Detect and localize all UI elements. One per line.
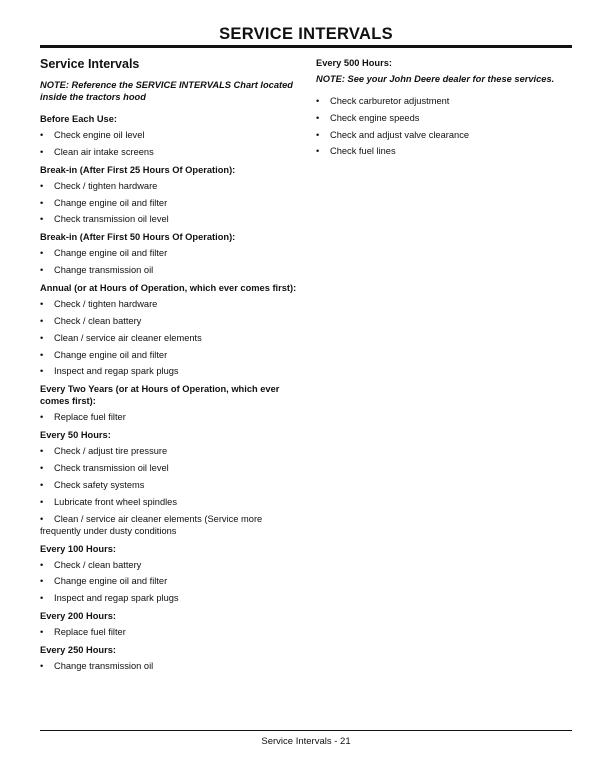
bullet-icon: • (40, 146, 44, 157)
right-column (316, 54, 576, 163)
list-item (40, 315, 298, 327)
bullet-icon: • (40, 559, 44, 570)
bullet-icon: • (40, 513, 44, 524)
bullet-icon: • (40, 463, 44, 474)
group-heading: Annual (or at Hours of Operation, which ever comes first): (40, 283, 297, 294)
list-item (40, 411, 298, 423)
list-item (40, 445, 298, 457)
item-list (40, 129, 298, 158)
dealer-note: NOTE: See your John Deere dealer for these services. (316, 74, 555, 84)
list-item (40, 559, 298, 571)
group-heading: Every 100 Hours: (40, 543, 116, 554)
list-item-text: Check transmission oil level (54, 463, 169, 474)
list-item-text: Check carburetor adjustment (330, 96, 450, 106)
bullet-icon: • (40, 627, 44, 638)
list-item-text: Change engine oil and filter (54, 576, 168, 587)
page-footer: Service Intervals - 21 (261, 736, 351, 747)
item-list (40, 445, 298, 536)
list-item (40, 332, 298, 344)
footer-rule (40, 730, 572, 731)
list-item (40, 592, 298, 604)
list-item (40, 626, 298, 638)
list-item-text: Inspect and regap spark plugs (54, 593, 179, 604)
group-heading: Before Each Use: (40, 114, 117, 124)
bullet-icon: • (40, 299, 44, 310)
bullet-icon: • (40, 248, 44, 259)
list-item (40, 264, 298, 276)
item-list (40, 559, 298, 605)
list-item (316, 145, 576, 157)
list-item (40, 197, 298, 209)
item-list-500-hours (316, 95, 576, 157)
list-item (40, 462, 298, 474)
list-item (40, 513, 298, 537)
chart-note: NOTE: Reference the SERVICE INTERVALS Chart located inside the tractors hood (40, 80, 293, 102)
list-item (316, 95, 576, 107)
list-item-text: Check / tighten hardware (54, 299, 158, 310)
list-item-text: Change transmission oil (54, 661, 154, 672)
item-list (40, 247, 298, 276)
list-item-text: Change engine oil and filter (54, 197, 168, 208)
bullet-icon: • (40, 130, 44, 140)
item-list (40, 660, 298, 672)
list-item-text: Change engine oil and filter (54, 349, 168, 360)
list-item-text: Check transmission oil level (54, 214, 169, 225)
interval-groups (40, 113, 298, 672)
list-item (40, 349, 298, 361)
item-list (40, 298, 298, 377)
bullet-icon: • (40, 479, 44, 490)
bullet-icon: • (316, 112, 320, 123)
list-item (40, 298, 298, 310)
page-title: SERVICE INTERVALS (219, 25, 393, 43)
list-item (40, 496, 298, 508)
list-item-text: Clean / service air cleaner elements (54, 332, 202, 343)
bullet-icon: • (40, 576, 44, 587)
list-item-text: Inspect and regap spark plugs (54, 366, 179, 377)
list-item-text: Check and adjust valve clearance (330, 129, 470, 140)
group-heading: Every 50 Hours: (40, 430, 111, 441)
list-item (40, 575, 298, 587)
bullet-icon: • (316, 146, 320, 157)
group-heading: Every 250 Hours: (40, 645, 116, 656)
left-column (40, 54, 298, 678)
list-item (40, 247, 298, 259)
bullet-icon: • (40, 197, 44, 208)
list-item (40, 129, 298, 141)
bullet-icon: • (40, 332, 44, 343)
bullet-icon: • (40, 366, 44, 377)
list-item (40, 660, 298, 672)
bullet-icon: • (316, 129, 320, 140)
group-heading: Every 200 Hours: (40, 611, 116, 622)
list-item-text: Check / clean battery (54, 559, 142, 570)
bullet-icon: • (40, 214, 44, 225)
list-item (40, 180, 298, 192)
list-item-text: Check engine oil level (54, 130, 145, 140)
list-item (40, 213, 298, 225)
item-list (40, 180, 298, 226)
group-heading: Every Two Years (or at Hours of Operation, which ever comes first): (40, 384, 280, 407)
bullet-icon: • (40, 315, 44, 326)
list-item-text: Change transmission oil (54, 265, 154, 276)
bullet-icon: • (40, 661, 44, 672)
list-item-text: Clean / service air cleaner elements (Service more frequently under dusty conditions (40, 513, 263, 536)
list-item-text: Check / tighten hardware (54, 180, 158, 191)
item-list (40, 626, 298, 638)
bullet-icon: • (40, 265, 44, 276)
list-item (40, 479, 298, 491)
list-item (316, 112, 576, 124)
list-item-text: Clean air intake screens (54, 146, 154, 157)
list-item-text: Replace fuel filter (54, 627, 126, 638)
list-item-text: Check fuel lines (330, 146, 396, 157)
bullet-icon: • (40, 496, 44, 507)
list-item-text: Lubricate front wheel spindles (54, 496, 177, 507)
list-item (40, 146, 298, 158)
group-heading: Break-in (After First 25 Hours Of Operation): (40, 164, 236, 175)
list-item-text: Check safety systems (54, 479, 145, 490)
bullet-icon: • (40, 180, 44, 191)
list-item-text: Check / adjust tire pressure (54, 446, 168, 457)
group-heading-500-hours: Every 500 Hours: (316, 58, 392, 68)
bullet-icon: • (316, 96, 320, 106)
section-heading: Service Intervals (40, 57, 140, 71)
bullet-icon: • (40, 593, 44, 604)
list-item (316, 129, 576, 141)
list-item-text: Replace fuel filter (54, 412, 126, 423)
list-item-text: Check / clean battery (54, 315, 142, 326)
list-item (40, 365, 298, 377)
title-rule (40, 45, 572, 48)
list-item-text: Check engine speeds (330, 112, 420, 123)
list-item-text: Change engine oil and filter (54, 248, 168, 259)
item-list (40, 411, 298, 423)
bullet-icon: • (40, 349, 44, 360)
bullet-icon: • (40, 446, 44, 457)
group-heading: Break-in (After First 50 Hours Of Operation): (40, 232, 236, 243)
bullet-icon: • (40, 412, 44, 423)
